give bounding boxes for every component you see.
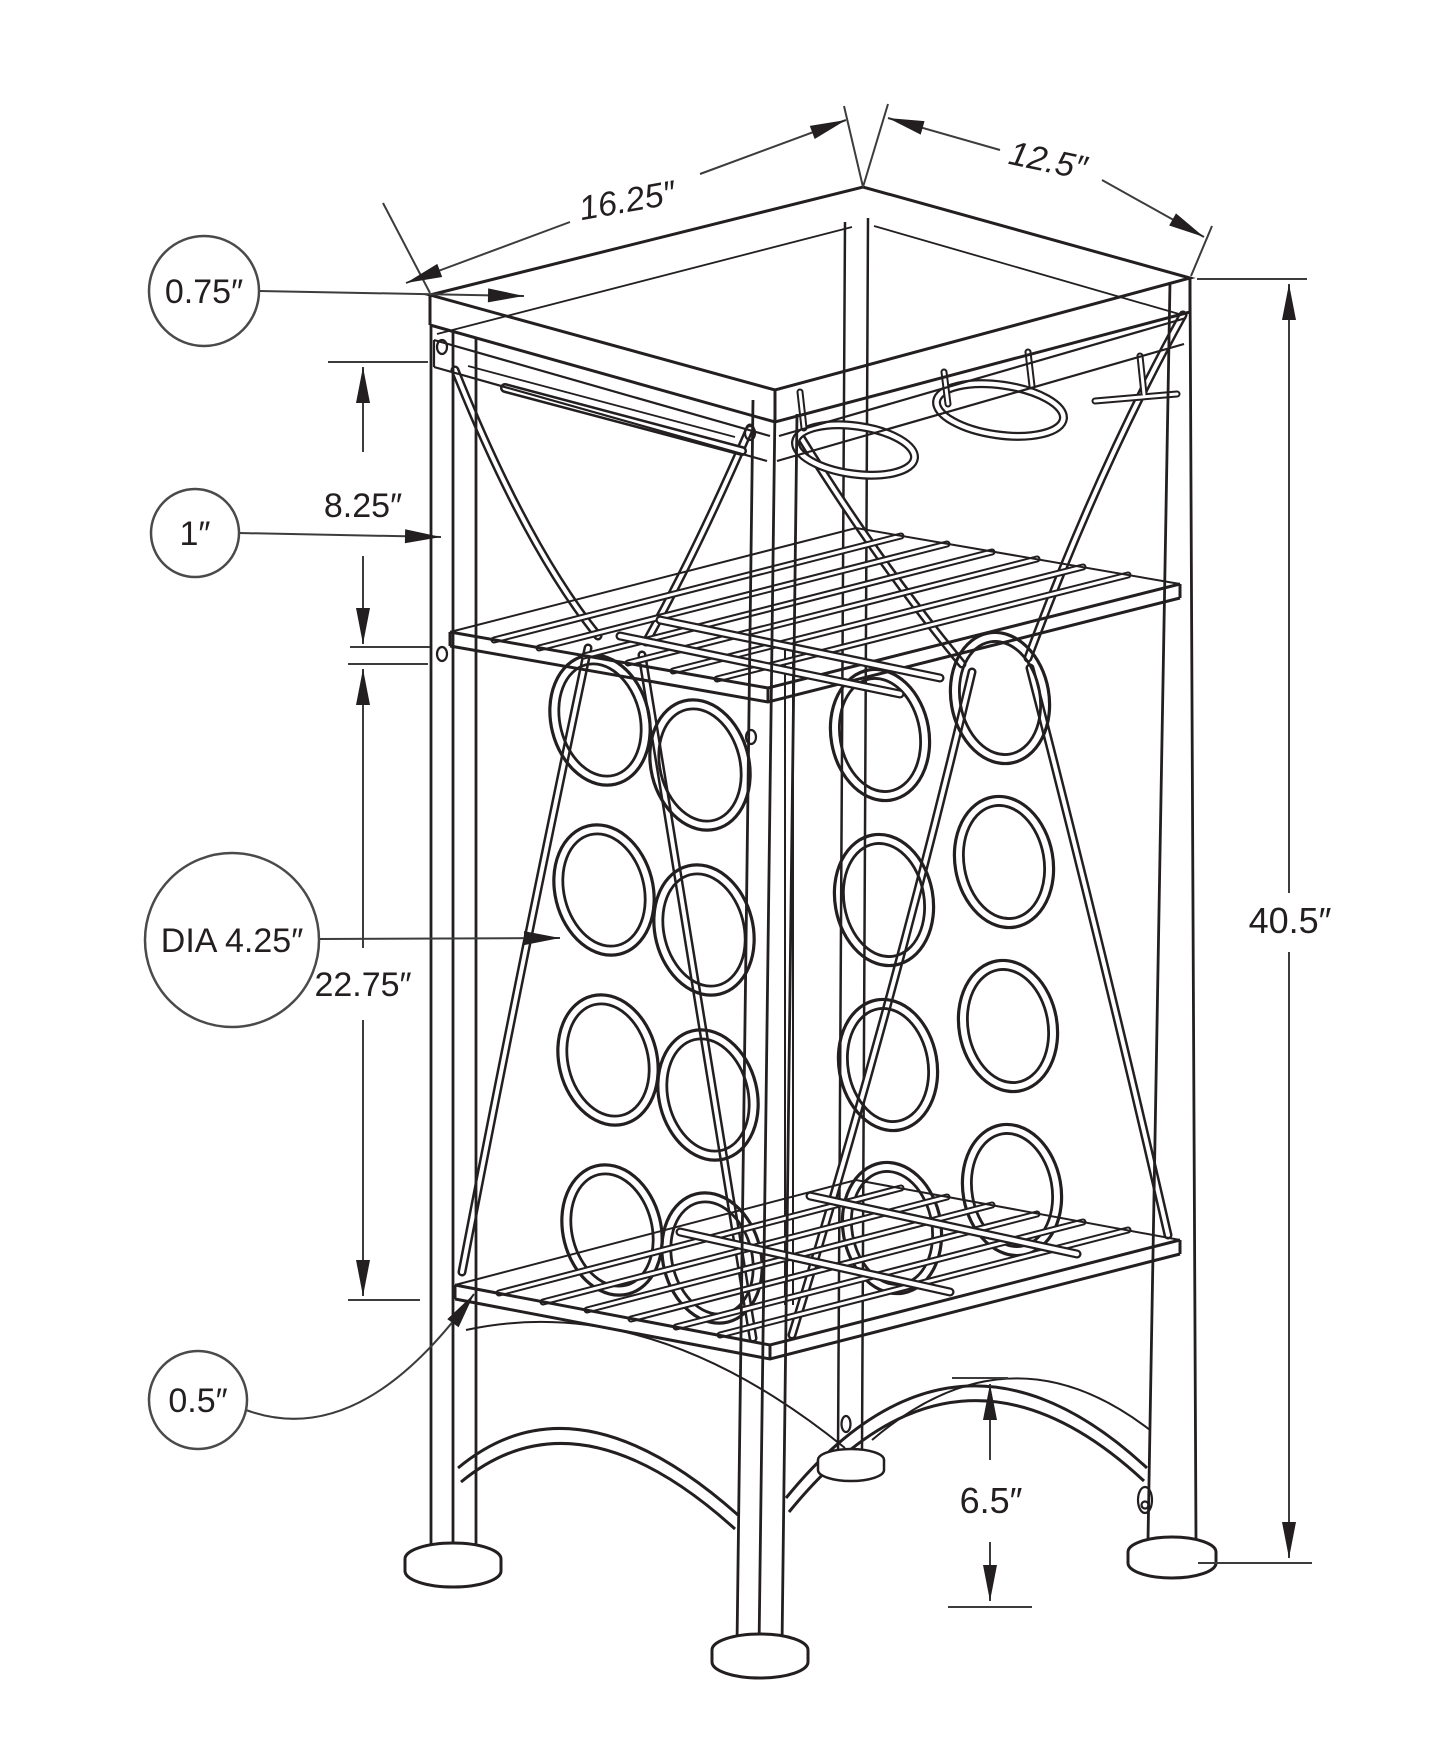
top-length-label: 16.25″ [576,173,679,229]
overall-height-label: 40.5″ [1248,900,1332,941]
base-clearance-label: 6.5″ [959,1480,1023,1521]
ring-diameter-label: DIA 4.25″ [160,922,304,960]
feet [405,1449,1216,1678]
top-thickness-leader [259,291,524,296]
top-thickness-label: 0.75″ [164,273,244,311]
stemware-rack [468,352,1177,482]
bottle-rack-height-label: 22.75″ [314,966,412,1004]
base-tube-leader [246,1294,474,1419]
dimension-annotations [145,104,1332,1607]
table-top [430,187,1190,461]
base-tube-label: 0.5″ [168,1382,228,1420]
frame-tube-leader [239,533,441,537]
frame-tube-label: 1″ [179,515,211,553]
ring-diameter-leader [318,938,560,939]
top-depth-label: 12.5″ [1005,134,1090,188]
base-arches [458,1322,1150,1529]
glass-rack-height-label: 8.25″ [323,487,403,525]
wine-rack-line-art [405,187,1216,1678]
